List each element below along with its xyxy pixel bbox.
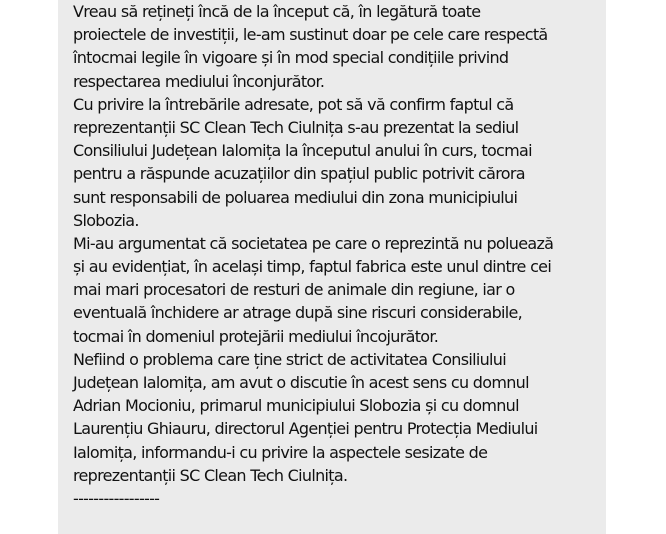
text-line: Mi-au argumentat că societatea pe care o reprezintă nu poluează: [73, 233, 554, 253]
text-line: reprezentanții SC Clean Tech Ciulnița.: [73, 465, 348, 485]
text-line: respectarea mediului înconjurător.: [73, 71, 325, 91]
divider-dashes: -----------------: [73, 488, 160, 508]
text-line: Vreau să rețineți încă de la început că, în legătură toate: [73, 2, 481, 21]
text-line: tocmai în domeniul protejării mediului încojurător.: [73, 326, 439, 346]
text-line: Ialomița, informandu-i cu privire la aspectele sesizate de: [73, 442, 488, 462]
text-line: Cu privire la întrebările adresate, pot să vă confirm faptul că: [73, 94, 514, 114]
text-line: Nefiind o problema care ține strict de activitatea Consiliului: [73, 349, 506, 369]
text-line: eventuală închidere ar atrage după sine riscuri considerabile,: [73, 303, 523, 323]
text-line: și au evidențiat, în același timp, faptul fabrica este unul dintre cei: [73, 257, 552, 277]
text-line: întocmai legile în vigoare și în mod special condițiile privind: [73, 48, 509, 68]
text-line: Județean Ialomița, am avut o discutie în acest sens cu domnul: [73, 373, 529, 392]
text-line: reprezentanții SC Clean Tech Ciulnița s-au prezentat la sediul: [73, 117, 519, 137]
text-line: pentru a răspunde acuzațiilor din spațiul public potrivit cărora: [73, 164, 525, 184]
text-line: Consiliului Județean Ialomița la începutul anului în curs, tocmai: [73, 141, 532, 161]
text-line: proiectele de investiții, le-am sustinut doar pe cele care respectă: [73, 25, 548, 45]
text-line: Slobozia.: [73, 210, 139, 230]
text-line: Adrian Mocioniu, primarul municipiului Slobozia și cu domnul: [73, 396, 519, 416]
text-line: sunt responsabili de poluarea mediului din zona municipiului: [73, 187, 518, 207]
message-text: [73, 0, 605, 510]
text-line: Laurențiu Ghiauru, directorul Agenției pentru Protecția Mediului: [73, 419, 538, 439]
text-line: mai mari procesatori de resturi de animale din regiune, iar o: [73, 280, 515, 300]
